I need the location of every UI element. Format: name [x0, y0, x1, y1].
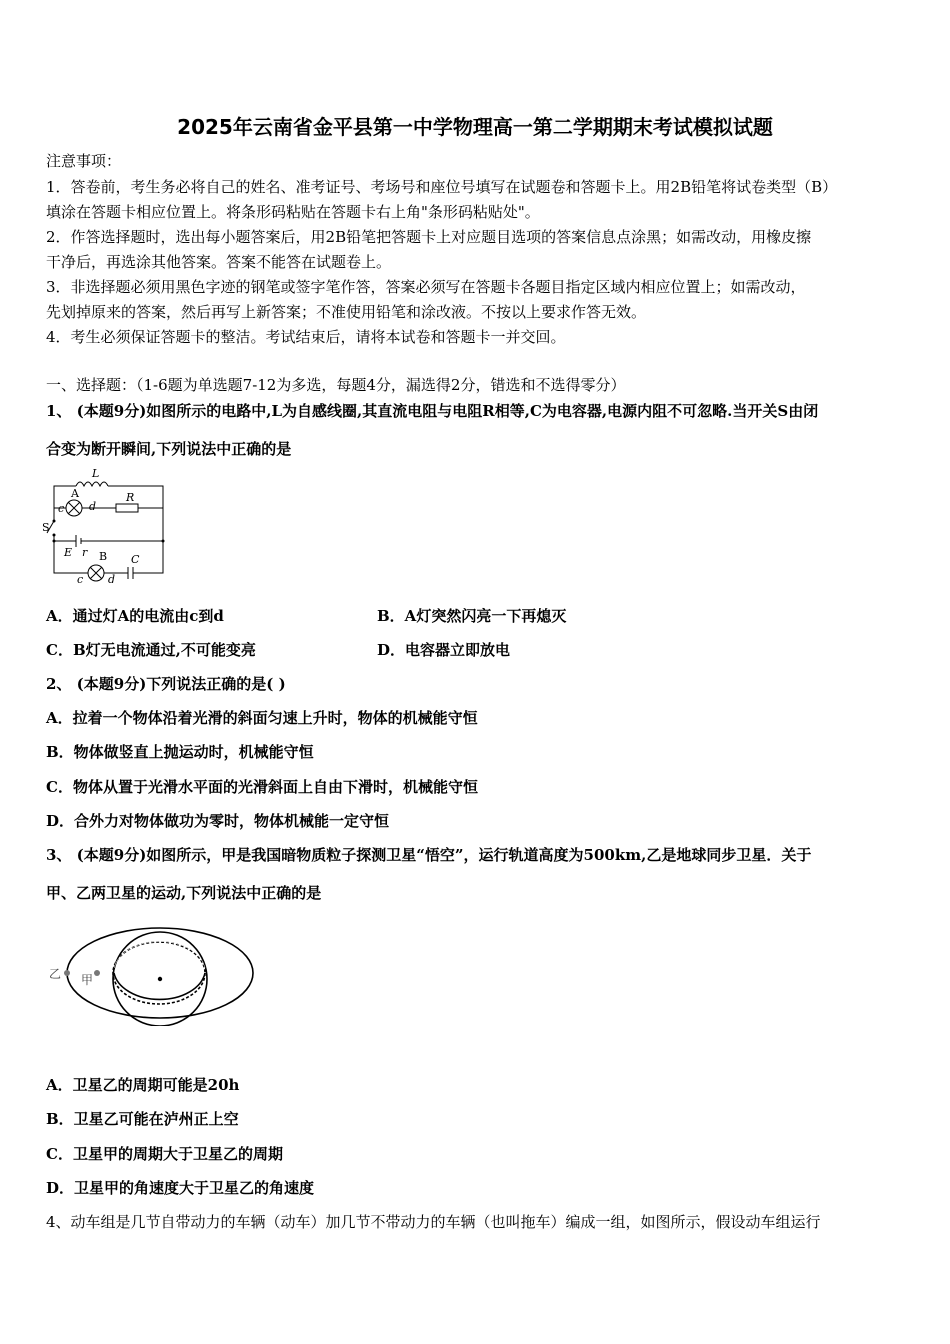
q1-option-d: D．电容器立即放电 — [377, 641, 511, 659]
q3-option-b: B．卫星乙可能在泸州正上空 — [46, 1110, 239, 1128]
label-d-top: d — [89, 500, 97, 513]
q2-option-d: D．合外力对物体做功为零时，物体机械能一定守恒 — [46, 812, 390, 830]
circuit-diagram — [36, 463, 176, 587]
earth-center — [158, 977, 162, 981]
page-title: 2025年云南省金平县第一中学物理高一第二学期期末考试模拟试题 — [177, 115, 773, 139]
notice-heading: 注意事项： — [46, 152, 122, 170]
q2-option-b: B．物体做竖直上抛运动时，机械能守恒 — [46, 743, 314, 761]
q2-option-c: C．物体从置于光滑水平面的光滑斜面上自由下滑时，机械能守恒 — [46, 778, 478, 796]
notice-line: 干净后，再选涂其他答案。答案不能答在试题卷上。 — [46, 253, 392, 271]
label-inductor: L — [92, 467, 100, 480]
notice-line: 3．非选择题必须用黑色字迹的钢笔或签字笔作答，答案必须写在答题卡各题目指定区域内相应位置上；如需改动， — [46, 278, 806, 296]
question-1-line-1: 1、 (本题9分)如图所示的电路中,L为自感线圈,其直流电阻与电阻R相等,C为电容器,电源内阻不可忽略.当开关S由闭 — [46, 402, 819, 420]
satellite-jia — [94, 970, 100, 976]
notice-line: 先划掉原来的答案，然后再写上新答案；不准使用铅笔和涂改液。不按以上要求作答无效。 — [46, 303, 647, 321]
question-3-line-2: 甲、乙两卫星的运动,下列说法中正确的是 — [46, 884, 322, 902]
label-internal-r: r — [82, 546, 88, 559]
question-1-line-2: 合变为断开瞬间,下列说法中正确的是 — [46, 440, 292, 458]
q1-option-c: C．B灯无电流通过,不可能变亮 — [46, 641, 256, 659]
question-3-line-1: 3、 (本题9分)如图所示，甲是我国暗物质粒子探测卫星“悟空”，运行轨道高度为500km,乙是地球同步卫星．关于 — [46, 846, 812, 864]
notice-line: 1．答卷前，考生务必将自己的姓名、准考证号、考场号和座位号填写在试题卷和答题卡上。用2B铅笔将试卷类型（B） — [46, 178, 838, 196]
label-c-top: c — [58, 502, 65, 515]
q2-option-a: A．拉着一个物体沿着光滑的斜面匀速上升时，物体的机械能守恒 — [46, 709, 478, 727]
satellite-yi — [64, 970, 70, 976]
section-heading: 一、选择题：（1-6题为单选题7-12为多选，每题4分，漏选得2分，错选和不选得零分） — [46, 376, 626, 394]
notice-line: 4．考生必须保证答题卡的整洁。考试结束后，请将本试卷和答题卡一并交回。 — [46, 328, 566, 346]
notice-line: 2．作答选择题时，选出每小题答案后，用2B铅笔把答题卡上对应题目选项的答案信息点涂黑；如需改动，用橡皮擦 — [46, 228, 812, 246]
label-lamp-b: B — [99, 550, 108, 563]
label-d-bottom: d — [108, 573, 116, 586]
notice-line: 填涂在答题卡相应位置上。将条形码粘贴在答题卡右上角"条形码粘贴处"。 — [46, 203, 540, 221]
label-lamp-a: A — [71, 487, 79, 500]
q3-option-a: A．卫星乙的周期可能是20h — [46, 1076, 240, 1094]
q1-option-b: B．A灯突然闪亮一下再熄灭 — [377, 607, 567, 625]
label-jia: 甲 — [81, 973, 94, 987]
q3-option-d: D．卫星甲的角速度大于卫星乙的角速度 — [46, 1179, 315, 1197]
label-capacitor: C — [131, 553, 140, 566]
question-4-line-1: 4、动车组是几节自带动力的车辆（动车）加几节不带动力的车辆（也叫拖车）编成一组，如图所示，假设动车组运行 — [46, 1213, 821, 1231]
label-switch: S — [42, 521, 50, 534]
question-2-stem: 2、 (本题9分)下列说法正确的是( ) — [46, 675, 286, 693]
label-emf: E — [64, 546, 73, 559]
q3-option-c: C．卫星甲的周期大于卫星乙的周期 — [46, 1145, 283, 1163]
label-resistor: R — [126, 491, 135, 504]
label-c-bottom: c — [77, 573, 84, 586]
q1-option-a: A．通过灯A的电流由c到d — [46, 607, 224, 625]
orbit-diagram — [44, 922, 264, 1026]
label-yi: 乙 — [49, 967, 62, 981]
